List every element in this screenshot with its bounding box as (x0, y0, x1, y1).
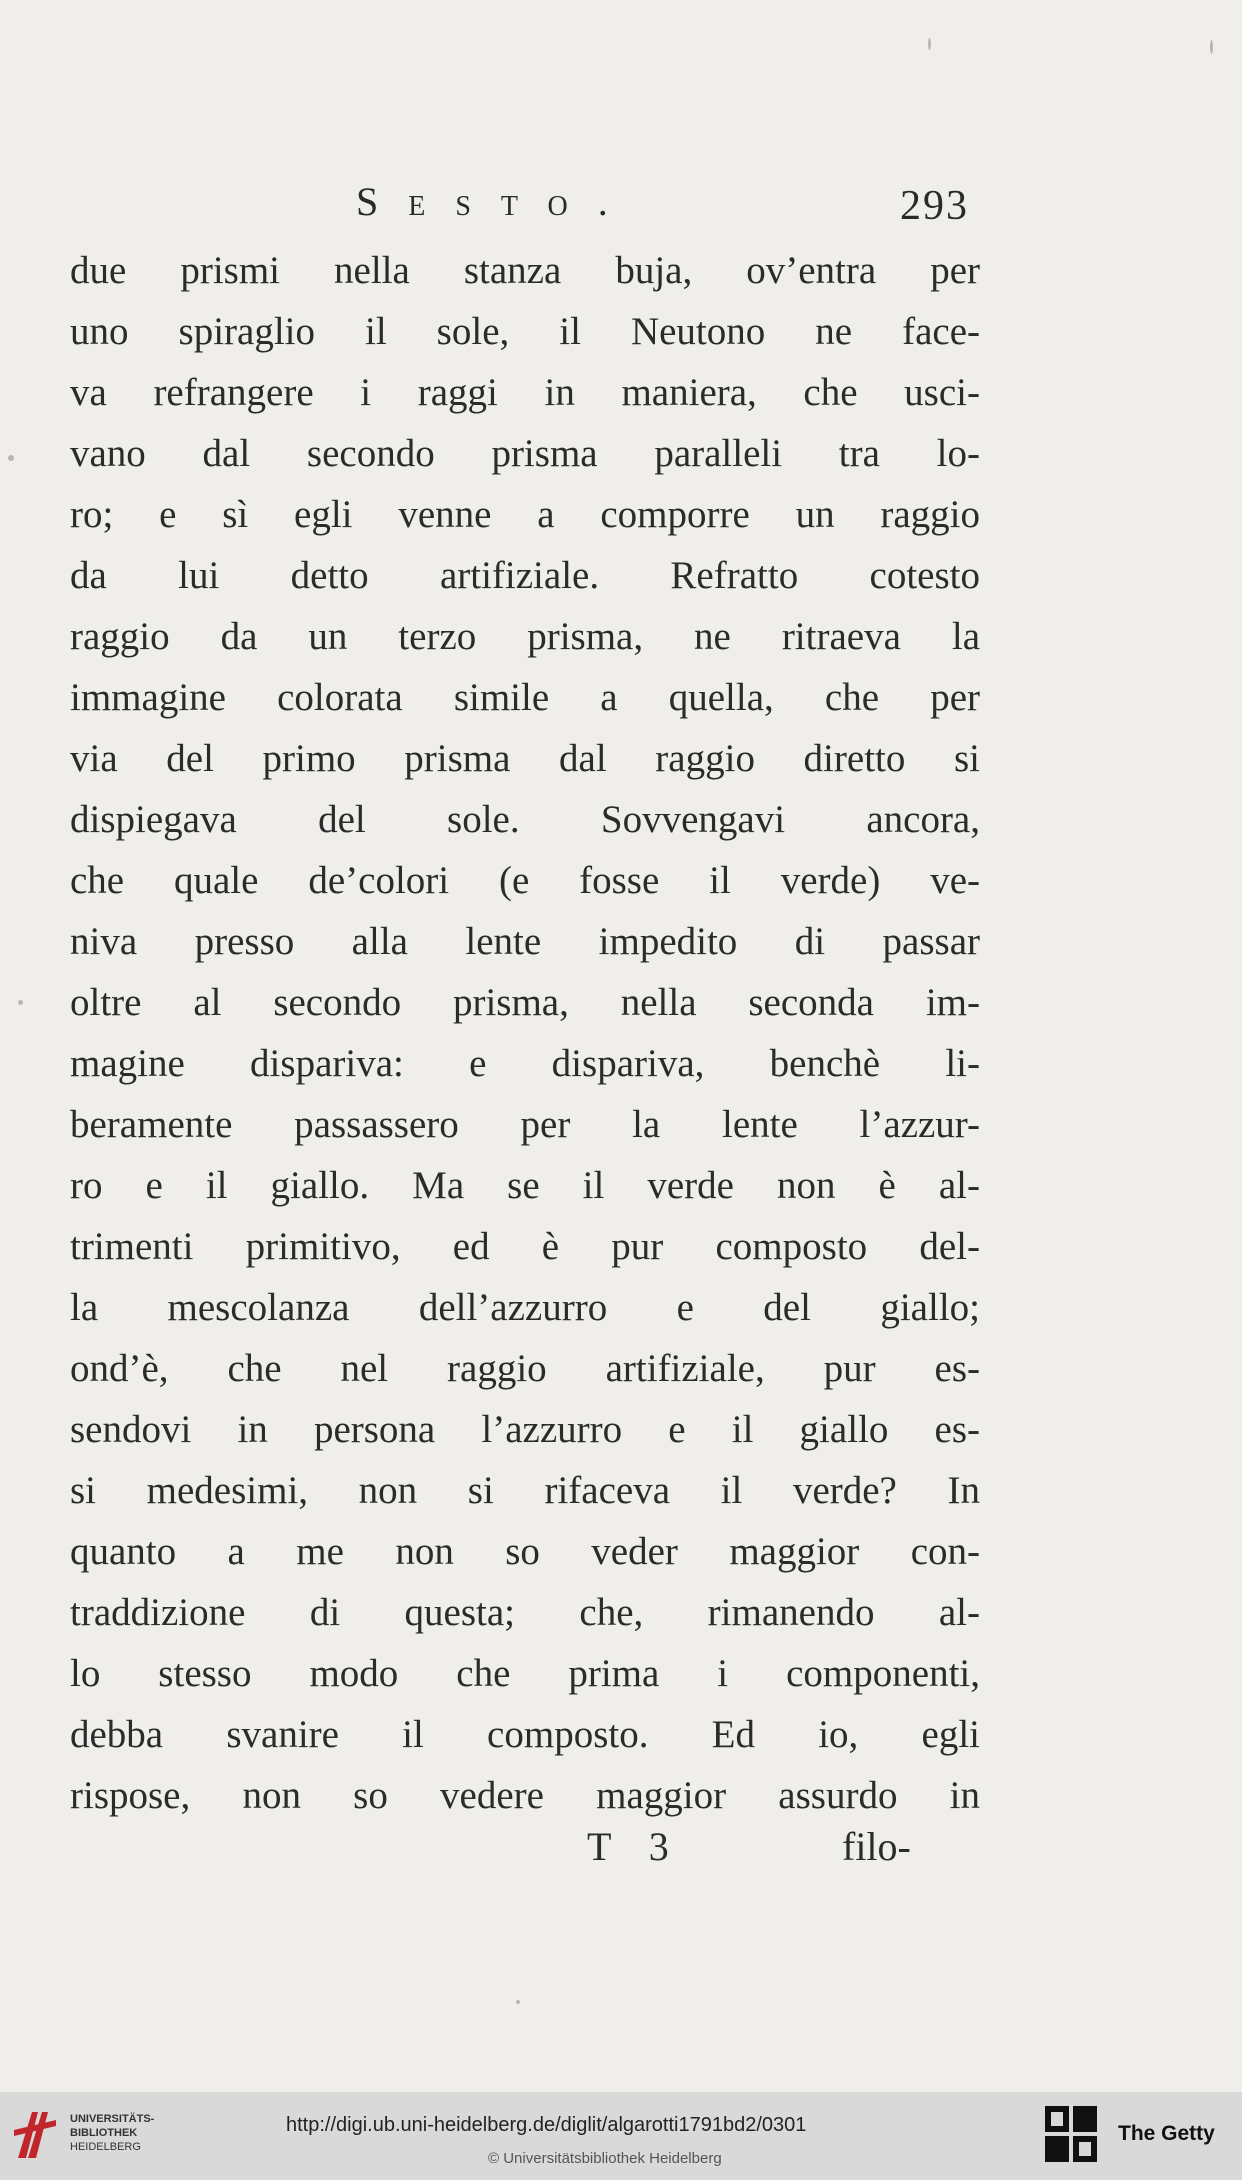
text-line: due prismi nella stanza buja, ov’entra per (70, 249, 980, 292)
text-line: beramente passassero per la lente l’azzur- (70, 1103, 980, 1146)
text-line: da lui detto artifiziale. Refratto cotesto (70, 554, 980, 597)
ub-heidelberg-logo-icon (12, 2106, 62, 2166)
paper-speck (1210, 40, 1213, 54)
text-line: la mescolanza dell’azzurro e del giallo; (70, 1286, 980, 1329)
getty-logo-icon (1045, 2106, 1097, 2162)
text-line: ro e il giallo. Ma se il verde non è al- (70, 1164, 980, 1207)
page-foot (0, 1823, 1242, 1883)
body-text (70, 240, 980, 1826)
permalink[interactable]: http://digi.ub.uni-heidelberg.de/diglit/algarotti1791bd2/0301 (286, 2114, 807, 2136)
text-line: niva presso alla lente impedito di passar (70, 920, 980, 963)
institution-line: UNIVERSITÄTS- (70, 2113, 155, 2125)
institution-name (70, 2112, 154, 2154)
text-line: oltre al secondo prisma, nella seconda im- (70, 981, 980, 1024)
paper-speck (516, 2000, 520, 2004)
text-line: via del primo prisma dal raggio diretto si (70, 737, 980, 780)
text-line: lo stesso modo che prima i componenti, (70, 1652, 980, 1695)
signature-mark: T 3 (587, 1824, 683, 1869)
text-line: trimenti primitivo, ed è pur composto del- (70, 1225, 980, 1268)
text-line: sendovi in persona l’azzurro e il giallo es- (70, 1408, 980, 1451)
text-line: ond’è, che nel raggio artifiziale, pur es- (70, 1347, 980, 1390)
text-line: va refrangere i raggi in maniera, che usci- (70, 371, 980, 414)
running-head: Sesto. (356, 179, 638, 224)
copyright-notice: © Universitätsbibliothek Heidelberg (488, 2150, 722, 2167)
text-line: rispose, non so vedere maggior assurdo in (70, 1774, 980, 1817)
page-header (0, 178, 1242, 238)
text-line: quanto a me non so veder maggior con- (70, 1530, 980, 1573)
paper-speck (18, 1000, 23, 1005)
text-line: traddizione di questa; che, rimanendo al- (70, 1591, 980, 1634)
catchword: filo- (842, 1824, 911, 1869)
text-line: vano dal secondo prisma paralleli tra lo- (70, 432, 980, 475)
text-line: che quale de’colori (e fosse il verde) ve- (70, 859, 980, 902)
paper-speck (928, 38, 931, 50)
institution-line: HEIDELBERG (70, 2141, 141, 2153)
text-line: dispiegava del sole. Sovvengavi ancora, (70, 798, 980, 841)
text-line: si medesimi, non si rifaceva il verde? In (70, 1469, 980, 1512)
partner-name: The Getty (1118, 2122, 1215, 2145)
institution-line: BIBLIOTHEK (70, 2127, 138, 2139)
footer-bar (0, 2092, 1242, 2180)
text-line: debba svanire il composto. Ed io, egli (70, 1713, 980, 1756)
text-line: ro; e sì egli venne a comporre un raggio (70, 493, 980, 536)
text-line: raggio da un terzo prisma, ne ritraeva la (70, 615, 980, 658)
page-number: 293 (900, 183, 969, 229)
text-line: uno spiraglio il sole, il Neutono ne face- (70, 310, 980, 353)
text-line: immagine colorata simile a quella, che per (70, 676, 980, 719)
text-line: magine dispariva: e dispariva, benchè li- (70, 1042, 980, 1085)
paper-speck (8, 455, 14, 461)
